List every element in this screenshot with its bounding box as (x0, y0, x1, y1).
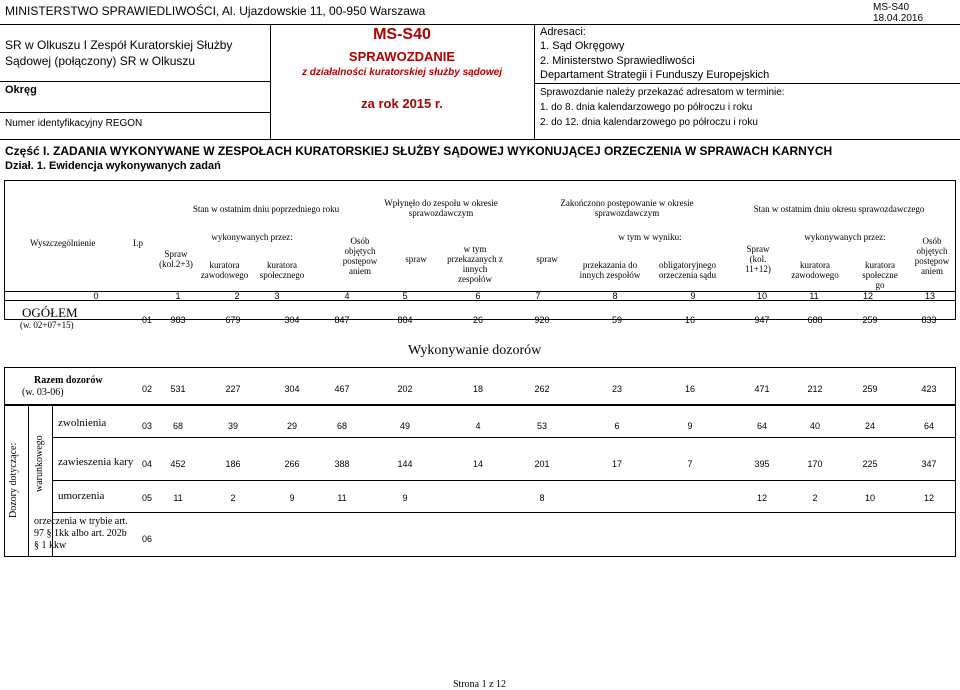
col-sprawy-sub: (kol.2+3) (159, 259, 193, 269)
table-cell: 259 (862, 315, 878, 325)
row-label-zawieszenia: zawieszenia kary (58, 456, 134, 468)
row-label-orzeczenia: orzeczenia w trybie art. 97 § 1kk albo art. 202b § 1 kkw (34, 516, 128, 551)
table-cell: 18 (472, 384, 483, 394)
table-cell: 49 (399, 421, 410, 431)
form-id: MS-S40 18.04.2016 (873, 2, 924, 24)
row-label-zwolnienia: zwolnienia (58, 417, 107, 429)
column-number: 13 (924, 291, 935, 301)
column-number: 9 (690, 291, 696, 301)
col-wyszczegolnienie: Wyszczególnienie (30, 238, 96, 248)
table-cell: 531 (170, 384, 186, 394)
col-wykonywanych: wykonywanych przez: (211, 232, 293, 242)
form-code: MS-S40 (373, 26, 431, 43)
table-cell: 24 (864, 421, 875, 431)
table-cell: 202 (397, 384, 413, 394)
table-cell: 12 (923, 493, 934, 503)
table-cell: 170 (807, 459, 823, 469)
row-label-umorzenia: umorzenia (58, 490, 105, 502)
table-cell: 26 (472, 315, 483, 325)
table-cell: 6 (614, 421, 620, 431)
page-number: Strona 1 z 12 (453, 679, 507, 690)
row-lp: 01 (141, 315, 152, 325)
table-cell: 884 (397, 315, 413, 325)
razem-label: Razem dozorów (34, 375, 103, 386)
col-sprawy2-sub: (kol. 11+12) (745, 254, 771, 274)
addressees-label: Adresaci: (540, 26, 586, 38)
group-wplynelo: Wpłynęło do zespołu w okresie sprawozdawczym (384, 198, 498, 218)
court-name-2: Sądowej (połączony) SR w Olkuszu (5, 54, 196, 68)
table-cell: 304 (284, 315, 300, 325)
table-cell: 9 (687, 421, 693, 431)
table-cell: 688 (807, 315, 823, 325)
row-lp: 04 (141, 459, 152, 469)
table-cell: 8 (539, 493, 545, 503)
col-kur-zaw: kuratora zawodowego (200, 260, 249, 280)
deadline-2: 2. do 12. dnia kalendarzowego po półroczu i roku (540, 117, 758, 128)
table-cell: 11 (173, 493, 183, 503)
col-spraw: spraw (405, 254, 427, 264)
col-kur-spol: kuratora społecznego (259, 260, 305, 280)
table-cell: 9 (402, 493, 408, 503)
table-cell: 225 (862, 459, 878, 469)
report-subtitle: z działalności kuratorskiej służby sądowej (301, 67, 503, 78)
okreg-label: Okręg (5, 84, 37, 96)
addressee-2: 2. Ministerstwo Sprawiedliwości (540, 55, 695, 67)
table-cell: 4 (475, 421, 481, 431)
side-label-warunkowego: warunkowego (34, 435, 45, 492)
dzial-title: Dział. 1. Ewidencja wykonywanych zadań (5, 160, 221, 172)
table-cell: 17 (611, 459, 622, 469)
table-cell: 423 (921, 384, 937, 394)
row-lp: 03 (141, 421, 152, 431)
section-title: Wykonywanie dozorów (408, 343, 542, 358)
col-obligatoryjnego: obligatoryjnego orzeczenia sądu (658, 260, 717, 280)
col-osob2: Osób objętych postępow aniem (914, 236, 950, 276)
ministry-line: MINISTERSTWO SPRAWIEDLIWOŚCI, Al. Ujazdowskie 11, 00-950 Warszawa (5, 4, 426, 18)
row-lp: 02 (141, 384, 152, 394)
report-title: SPRAWOZDANIE (348, 49, 456, 64)
table-cell: 53 (536, 421, 547, 431)
court-name-1: SR w Olkuszu I Zespół Kuratorskiej Służby (5, 38, 233, 52)
table-cell: 64 (756, 421, 767, 431)
table-cell: 266 (284, 459, 300, 469)
table-cell: 11 (337, 493, 347, 503)
table-cell: 16 (684, 315, 695, 325)
column-number: 4 (344, 291, 350, 301)
addressee-1: 1. Sąd Okręgowy (540, 40, 625, 52)
part-title: Część I. ZADANIA WYKONYWANE W ZESPOŁACH KURATORSKIEJ SŁUŻBY SĄDOWEJ WYKONUJĄCEJ ORZECZENIA W SPRAWACH KARNYCH (5, 144, 833, 158)
table-cell: 847 (334, 315, 350, 325)
col-kur-spol2: kuratora społeczne go (862, 260, 898, 290)
table-cell: 7 (687, 459, 693, 469)
table-cell: 2 (812, 493, 818, 503)
column-number: 1 (175, 291, 181, 301)
table-cell: 68 (336, 421, 347, 431)
col-sprawy: Spraw (164, 249, 188, 259)
table-cell: 29 (286, 421, 297, 431)
column-number: 7 (535, 291, 541, 301)
table-cell: 452 (170, 459, 186, 469)
addressee-2-dept: Departament Strategii i Funduszy Europejskich (540, 69, 770, 81)
col-wykonywanych2: wykonywanych przez: (804, 232, 886, 242)
col-kur-zaw2: kuratora zawodowego (791, 260, 839, 280)
col-w-tym-wyniku: w tym w wyniku: (618, 232, 682, 242)
table-cell: 59 (611, 315, 622, 325)
group-stan-ost: Stan w ostatnim dniu okresu sprawozdawczego (753, 204, 925, 214)
table-cell: 471 (754, 384, 770, 394)
column-number: 3 (274, 291, 280, 301)
report-year: za rok 2015 r. (361, 96, 443, 111)
column-number: 0 (93, 291, 99, 301)
table-cell: 12 (756, 493, 767, 503)
col-w-tym: w tym przekazanych z innych zespołów (447, 244, 503, 284)
row-lp: 06 (141, 534, 152, 544)
table-cell: 9 (289, 493, 295, 503)
table-cell: 227 (225, 384, 241, 394)
table-cell: 16 (684, 384, 695, 394)
col-osob: Osób objętych postępow aniem (342, 236, 378, 276)
table-cell: 395 (754, 459, 770, 469)
column-number: 5 (402, 291, 408, 301)
table-cell: 259 (862, 384, 878, 394)
table-cell: 23 (611, 384, 622, 394)
col-przekazania: przekazania do innych zespołów (579, 260, 641, 280)
table-cell: 39 (227, 421, 238, 431)
column-number: 6 (475, 291, 481, 301)
group-zakonczono: Zakończono postępowanie w okresie sprawozdawczym (560, 198, 694, 218)
table-cell: 347 (921, 459, 937, 469)
deadline-label: Sprawozdanie należy przekazać adresatom w terminie: (540, 87, 785, 98)
deadline-1: 1. do 8. dnia kalendarzowego po półroczu i roku (540, 102, 753, 113)
col-spraw2: spraw (536, 254, 558, 264)
ogolem-sub: (w. 02+07+15) (20, 320, 74, 330)
regon-label: Numer identyfikacyjny REGON (5, 118, 143, 129)
table-cell: 304 (284, 384, 300, 394)
table-cell: 201 (534, 459, 550, 469)
row-lp: 05 (141, 493, 152, 503)
table-cell: 262 (534, 384, 550, 394)
table-cell: 64 (923, 421, 934, 431)
table-cell: 2 (230, 493, 236, 503)
group-stan-poprz: Stan w ostatnim dniu poprzedniego roku (192, 204, 340, 214)
column-number: 8 (612, 291, 618, 301)
table-cell: 212 (807, 384, 823, 394)
col-lp: Lp (133, 238, 143, 248)
column-number: 12 (862, 291, 873, 301)
table-cell: 14 (472, 459, 483, 469)
col-sprawy2: Spraw (746, 244, 770, 254)
column-number: 10 (756, 291, 767, 301)
table-cell: 388 (334, 459, 350, 469)
table-cell: 833 (921, 315, 937, 325)
table-cell: 467 (334, 384, 350, 394)
table-cell: 679 (225, 315, 241, 325)
ogolem-label: OGÓŁEM (22, 305, 78, 320)
razem-sub: (w. 03-06) (22, 387, 64, 398)
column-number: 11 (809, 291, 819, 301)
side-label-dozory: Dozory dotyczące: (8, 442, 19, 518)
table-cell: 10 (864, 493, 875, 503)
table-cell: 144 (397, 459, 413, 469)
table-cell: 947 (754, 315, 770, 325)
table-cell: 68 (172, 421, 183, 431)
table-cell: 40 (809, 421, 820, 431)
table-cell: 983 (170, 315, 186, 325)
column-number: 2 (234, 291, 240, 301)
table-cell: 920 (534, 315, 550, 325)
table-cell: 186 (225, 459, 241, 469)
